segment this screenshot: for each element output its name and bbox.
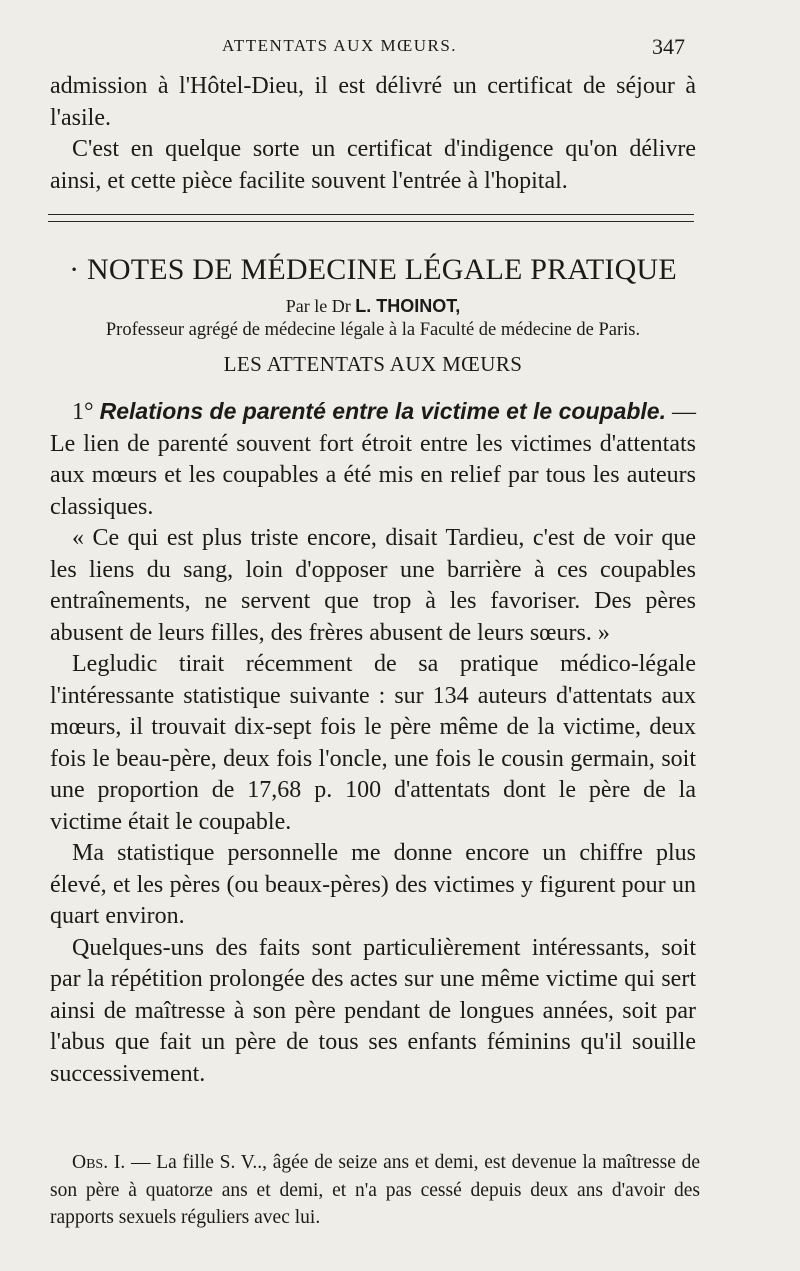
observation-label: Obs. I. — [72, 1152, 126, 1173]
page-header — [0, 34, 800, 64]
observation-block — [50, 1149, 700, 1232]
paragraph-1-text: — Le lien de parenté souvent fort étroit entre les victimes d'attentats aux mœurs et les coupables a été mis en relief par tous les auteurs classiques. — [50, 399, 696, 520]
intro-paragraph-2: C'est en quelque sorte un certificat d'indigence qu'on délivre ainsi, et cette pièce facilite souvent l'entrée à l'hopital. — [50, 136, 696, 194]
separator-rule-top — [48, 214, 694, 215]
observation-paragraph — [50, 1149, 700, 1232]
main-paragraph-2: « Ce qui est plus triste encore, disait Tardieu, c'est de voir que les liens du sang, loin d'opposer une barrière à ces coupables entraînements, ne servent que trop à les favoriser. Des pères abusent de leurs filles, des frères abusent de leurs sœurs. » — [50, 525, 696, 646]
main-paragraph-4: Ma statistique personnelle me donne encore un chiffre plus élevé, et les pères (ou beaux-pères) des victimes y figurent pour un quart environ. — [50, 840, 696, 929]
article-title: · NOTES DE MÉDECINE LÉGALE PRATIQUE — [69, 253, 677, 286]
intro-text — [50, 71, 696, 197]
subsection-heading: Relations de parenté entre la victime et le coupable. — [99, 398, 666, 424]
page-number: 347 — [652, 34, 685, 59]
author-affiliation: Professeur agrégé de médecine légale à la Faculté de médecine de Paris. — [105, 320, 641, 340]
running-head: ATTENTATS AUX MŒURS. — [222, 36, 458, 55]
main-paragraph-5: Quelques-uns des faits sont particulièrement intéressants, soit par la répétition prolongée des actes sur une même victime qui sert ainsi de maîtresse à son père pendant de longues années, soit par l'abus que fait un père de tous ses enfants féminins qu'il souille successivement. — [50, 934, 696, 1087]
byline — [50, 296, 696, 317]
section-title: LES ATTENTATS AUX MŒURS — [223, 352, 523, 376]
intro-paragraph-1: admission à l'Hôtel-Dieu, il est délivré un certificat de séjour à l'asile. — [50, 73, 696, 131]
observation-text: — La fille S. V.., âgée de seize ans et demi, est devenue la maîtresse de son père à quatorze ans et demi, et n'a pas cessé depuis deux ans d'avoir des rapports sexuels réguliers avec lui. — [50, 1152, 700, 1228]
main-paragraph-1 — [50, 396, 696, 523]
subsection-number: 1° — [72, 399, 100, 425]
separator-rule-bottom — [48, 221, 694, 222]
main-text — [50, 396, 696, 1090]
main-paragraph-3: Legludic tirait récemment de sa pratique médico-légale l'intéressante statistique suivante : sur 134 auteurs d'attentats aux mœurs, il trouvait dix-sept fois le père même de la victime, deux fois le beau-père, deux fois l'oncle, une fois le cousin germain, soit une proportion de 17,68 p. 100 d'attentats dont le père de la victime était le coupable. — [50, 651, 696, 835]
byline-prefix: Par le Dr — [285, 296, 356, 316]
author-name: L. THOINOT, — [355, 296, 461, 316]
